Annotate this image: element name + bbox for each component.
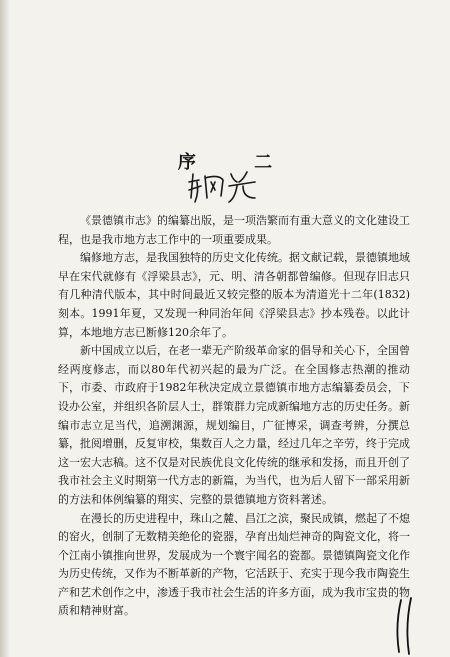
paragraph: 编修地方志，是我国独特的历史文化传统。据文献记载，景德镇地域早在宋代就修有《浮梁县志》，元、明、清各朝都曾编修。但现存旧志只有几种清代版本，其中时间最近又较完整的版本为清道光十二年(1832)刻本。1991年夏，又发现一种同治年间《浮梁县志》抄本残卷。以此计算，本地地方志已断修120余年了。 bbox=[58, 251, 410, 339]
paragraph: 《景德镇市志》的编纂出版，是一项浩繁而有重大意义的文化建设工程，也是我市地方志工作中的一项重要成果。 bbox=[58, 214, 410, 246]
handwritten-signature bbox=[185, 168, 265, 204]
paragraph: 新中国成立以后，在老一辈无产阶级革命家的倡导和关心下，全国曾经两度修志，而以80年代初兴起的最为广泛。在全国修志热潮的推动下，市委、市政府于1982年秋决定成立景德镇市地方志编纂委员会，下设办公室，并组织各阶层人士，群策群力完成新编地方志的历史任务。新编市志立足当代，追溯渊源，规划编目，广征博采，调查考辨，分撰总纂，批阅增删，反复审校，集数百人之力量，经过几年之辛劳，终于完成这一宏大志稿。这不仅是对民族优良文化传统的继承和发扬，而且开创了我市社会主义时期第一代方志的新篇，为当代，也为后人留下一部采用新的方法和体例编纂的翔实、完整的景德镇地方资料著述。 bbox=[58, 344, 410, 506]
body-text bbox=[58, 212, 410, 621]
paragraph: 在漫长的历史进程中，珠山之麓、昌江之滨，聚民成镇，燃起了不熄的窑火，创制了无数精美绝伦的瓷器，孕育出灿烂神奇的陶瓷文化，将一个江南小镇推向世界，发展成为一个寰宇闻名的瓷都。景德镇陶瓷文化作为历史传统，又作为不断革新的产物，它活跃于、充实于现今我市陶瓷生产和艺术创作之中，渗透于我市社会生活的许多方面，成为我市宝贵的物质和精神财富。 bbox=[58, 511, 410, 618]
page-title: 序 二 bbox=[177, 152, 299, 174]
scan-shadow bbox=[0, 0, 10, 657]
handwritten-page-mark bbox=[392, 596, 418, 656]
